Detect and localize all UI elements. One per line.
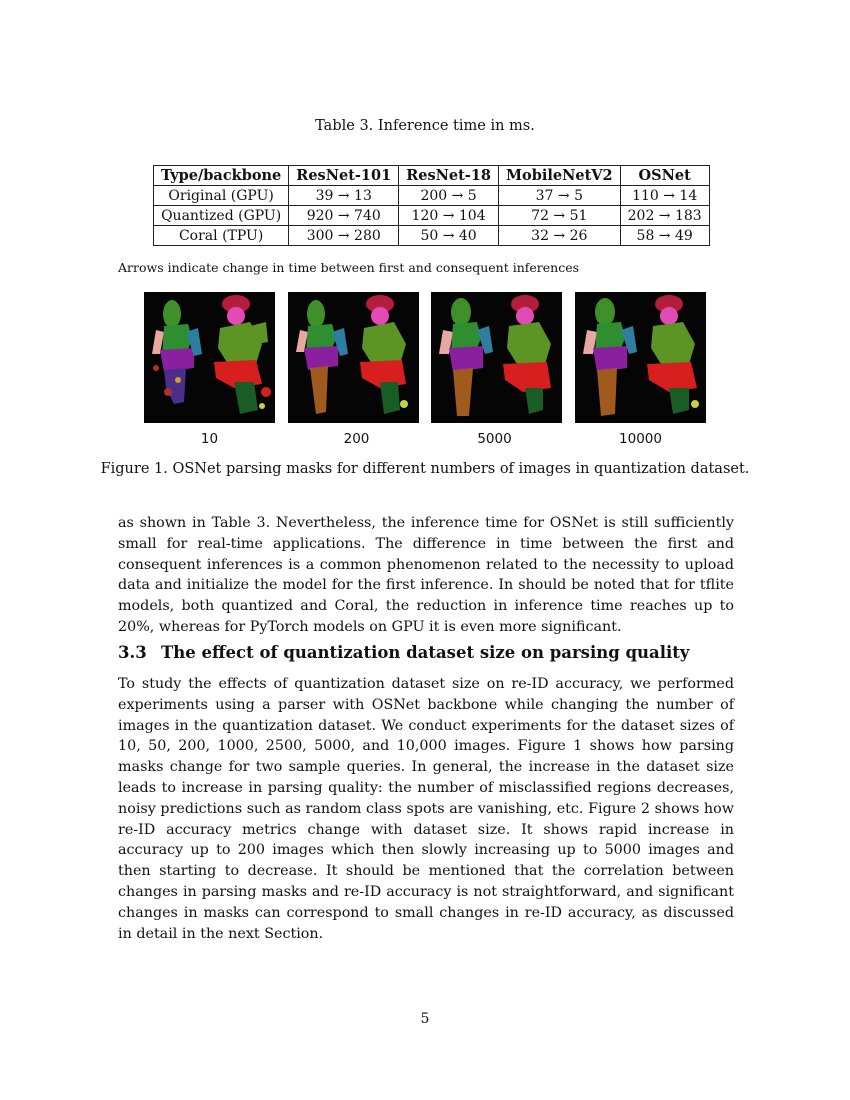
table-row — [154, 186, 710, 206]
table-cell: 202 → 183 — [620, 206, 709, 226]
header-cell: ResNet-101 — [289, 166, 399, 186]
figure-parsing-masks — [144, 292, 706, 424]
table-row — [154, 226, 710, 246]
body-paragraph: To study the effects of quantization dataset size on re-ID accuracy, we performed experiments using a parser with OSNet backbone while changing the number of images in the quantization dataset. We conduct experiments for the dataset sizes of 10, 50, 200, 1000, 2500, 5000, and 10,000 images. Figure 1 shows how parsing masks change for two sample queries. In general, the increase in the dataset size leads to increase in parsing quality: the number of misclassified regions decreases, noisy predictions such as random class spots are vanishing, etc. Figure 2 shows how re-ID accuracy metrics change with dataset size. It shows rapid increase in accuracy up to 200 images which then slowly increasing up to 5000 images and then starting to decrease. It should be mentioned that the correlation between changes in parsing masks and re-ID accuracy is not straightforward, and significant changes in masks can correspond to small changes in re-ID accuracy, as discussed in detail in the next Section. — [118, 676, 734, 942]
parsing-mask-image — [288, 292, 419, 423]
page-number: 5 — [420, 1011, 430, 1027]
table-caption: Table 3. Inference time in ms. — [315, 118, 535, 134]
parsing-mask-image — [144, 292, 275, 423]
parsing-mask-image — [431, 292, 562, 423]
table-header-row — [154, 166, 710, 186]
header-cell: Type/backbone — [154, 166, 289, 186]
table-cell: Quantized (GPU) — [154, 206, 289, 226]
table-cell: Original (GPU) — [154, 186, 289, 206]
table-cell: 110 → 14 — [620, 186, 709, 206]
table-cell: 39 → 13 — [289, 186, 399, 206]
section-number: 3.3 — [118, 643, 147, 662]
header-cell: OSNet — [620, 166, 709, 186]
header-cell: ResNet-18 — [399, 166, 499, 186]
mask-label: 10 — [200, 431, 219, 447]
header-cell: MobileNetV2 — [499, 166, 621, 186]
figure-caption: Figure 1. OSNet parsing masks for different numbers of images in quantization dataset. — [100, 461, 750, 477]
table-cell: 58 → 49 — [620, 226, 709, 246]
table-cell: 120 → 104 — [399, 206, 499, 226]
body-paragraph: as shown in Table 3. Nevertheless, the inference time for OSNet is still sufficiently small for real-time applications. The difference in time between the first and consequent inferences is a common phenomenon related to the necessity to upload data and initialize the model for the first inference. In should be noted that for tflite models, both quantized and Coral, the reduction in inference time reaches up to 20%, whereas for PyTorch models on GPU it is even more significant. — [118, 515, 734, 635]
section-title: The effect of quantization dataset size on parsing quality — [161, 643, 690, 662]
table-cell: 920 → 740 — [289, 206, 399, 226]
table-row — [154, 206, 710, 226]
table-cell: 32 → 26 — [499, 226, 621, 246]
table-cell: 300 → 280 — [289, 226, 399, 246]
table-cell: Coral (TPU) — [154, 226, 289, 246]
mask-label: 5000 — [477, 431, 512, 447]
table-cell: 37 → 5 — [499, 186, 621, 206]
mask-label: 200 — [343, 431, 370, 447]
table-note: Arrows indicate change in time between first and consequent inferences — [118, 260, 580, 275]
section-heading — [118, 643, 689, 662]
parsing-mask-image — [575, 292, 706, 423]
inference-time-table — [153, 165, 710, 246]
mask-label: 10000 — [619, 431, 662, 447]
table-cell: 200 → 5 — [399, 186, 499, 206]
table-cell: 50 → 40 — [399, 226, 499, 246]
table-cell: 72 → 51 — [499, 206, 621, 226]
